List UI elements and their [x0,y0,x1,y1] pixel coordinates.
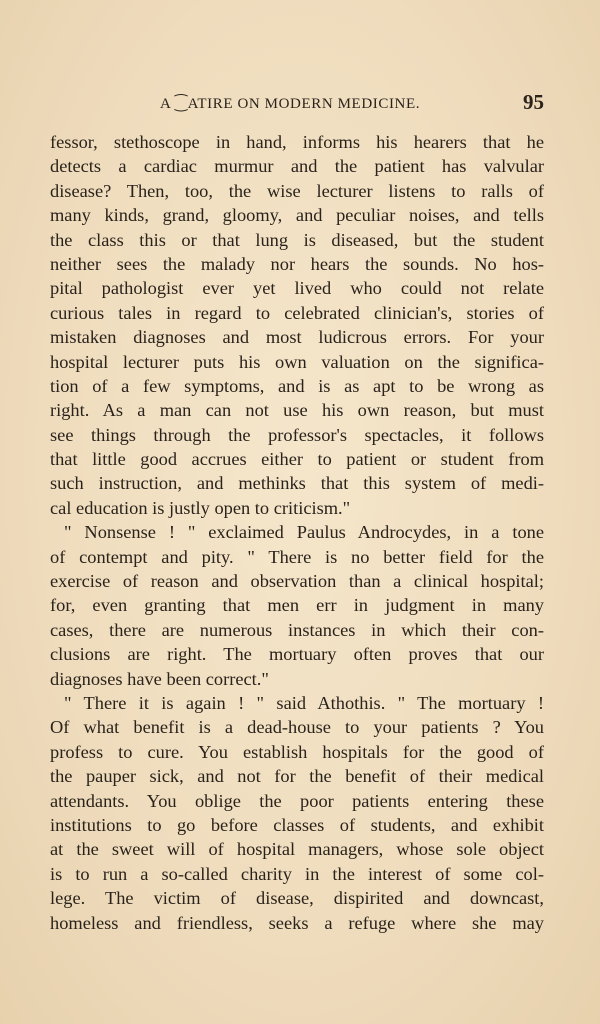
text-line: is to run a so-called charity in the interest of some col- [50,863,544,884]
page-number: 95 [523,90,544,114]
text-line: of contempt and pity. " There is no better field for the [50,546,544,567]
running-title: A ⁐ATIRE ON MODERN MEDICINE. [160,96,421,112]
text-line: lege. The victim of disease, dispirited and downcast, [50,888,544,909]
text-line: cases, there are numerous instances in which their con- [50,619,544,640]
running-head [50,90,544,114]
text-line: hospital lecturer puts his own valuation on the significa- [50,351,544,372]
text-line: at the sweet will of hospital managers, whose sole object [50,839,544,860]
text-line: right. As a man can not use his own reason, but must [50,400,544,421]
text-line: " Nonsense ! " exclaimed Paulus Androcydes, in a tone [64,522,544,543]
text-line: for, even granting that men err in judgment in many [50,595,544,616]
text-line: institutions to go before classes of students, and exhibit [50,814,544,835]
text-line: many kinds, grand, gloomy, and peculiar noises, and tells [50,205,544,226]
text-line: neither sees the malady nor hears the sounds. No hos- [50,253,544,274]
text-line: profess to cure. You establish hospitals for the good of [50,741,544,762]
text-line: Of what benefit is a dead-house to your patients ? You [50,717,544,738]
text-line: see things through the professor's spectacles, it follows [50,424,544,445]
text-line: detects a cardiac murmur and the patient has valvular [50,156,544,177]
text-line: disease? Then, too, the wise lecturer listens to ralls of [50,180,544,201]
text-line: fessor, stethoscope in hand, informs his hearers that he [50,132,544,152]
text-line: tion of a few symptoms, and is as apt to be wrong as [50,375,544,396]
text-line: the pauper sick, and not for the benefit of their medical [50,766,544,787]
text-line: cal education is justly open to criticism." [50,497,351,518]
text-line: the class this or that lung is diseased, but the student [50,229,544,250]
body-text [50,130,544,935]
text-line: curious tales in regard to celebrated clinician's, stories of [50,302,544,323]
text-line: mistaken diagnoses and most ludicrous errors. For your [50,327,544,348]
text-line: pital pathologist ever yet lived who could not relate [50,278,544,299]
text-line: such instruction, and methinks that this system of medi- [50,473,544,494]
text-line: exercise of reason and observation than a clinical hospital; [50,571,544,592]
text-line: homeless and friendless, seeks a refuge where she may [50,912,544,933]
text-line: that little good accrues either to patient or student from [50,449,544,470]
text-line: clusions are right. The mortuary often proves that our [50,644,544,665]
text-line: attendants. You oblige the poor patients entering these [50,790,544,811]
text-line: " There it is again ! " said Athothis. " The mortuary ! [64,692,544,713]
text-line: diagnoses have been correct." [50,668,269,689]
